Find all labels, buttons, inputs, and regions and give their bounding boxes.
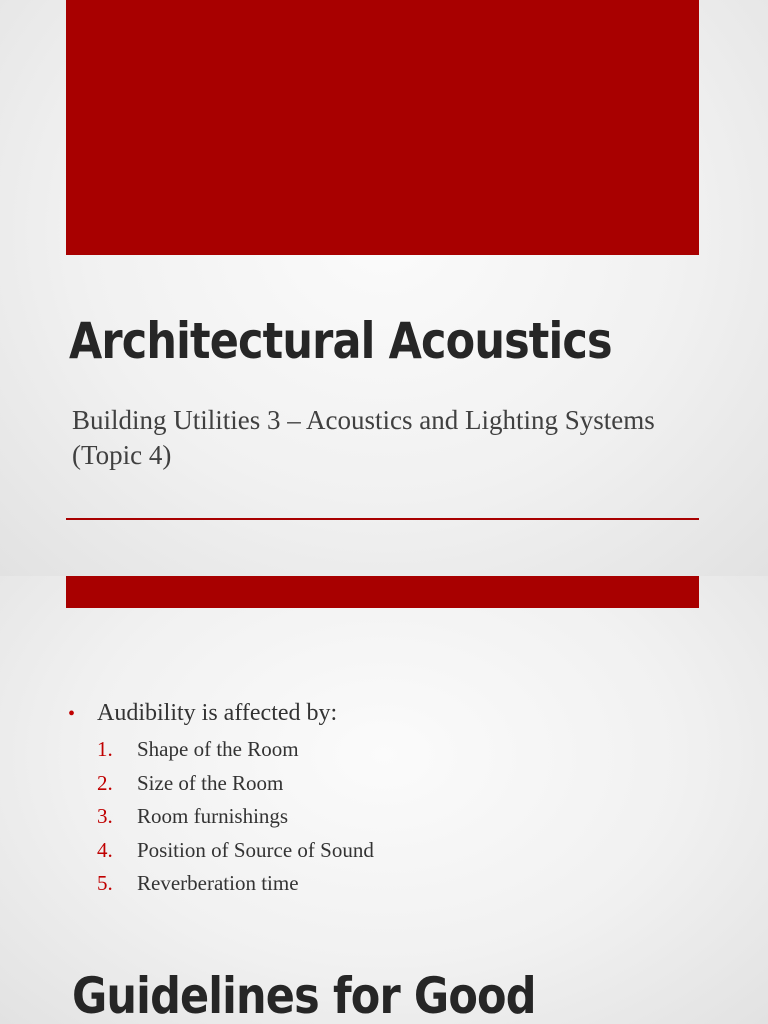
list-text: Size of the Room: [137, 770, 284, 795]
list-text: Reverberation time: [137, 871, 299, 896]
list-number: 3.: [97, 804, 113, 829]
slide-subtitle: Building Utilities 3 – Acoustics and Lighting Systems (Topic 4): [72, 405, 655, 470]
list-number: 1.: [97, 737, 113, 761]
list-text: Position of Source of Sound: [137, 837, 374, 862]
bullet-item: [66, 698, 374, 729]
list-item: [97, 800, 374, 834]
list-item: [97, 733, 374, 767]
red-divider-line: [66, 518, 699, 520]
numbered-list: [66, 733, 374, 901]
list-number: 2.: [97, 770, 113, 795]
list-number: 5.: [97, 871, 113, 896]
list-text: Room furnishings: [137, 804, 289, 829]
bullet-marker: •: [68, 703, 76, 725]
bullet-list: [66, 698, 374, 901]
content-slide: [0, 576, 768, 1024]
bullet-text: Audibility is affected by:: [97, 700, 338, 726]
red-header-strip: [66, 576, 699, 608]
red-header-block: [66, 0, 699, 255]
list-item: [97, 834, 374, 868]
list-item: [97, 767, 374, 801]
list-item: [97, 867, 374, 901]
list-text: Shape of the Room: [137, 737, 299, 761]
next-slide-heading: Guidelines for Good: [72, 967, 536, 1024]
list-number: 4.: [97, 837, 113, 862]
slide-title: Architectural Acoustics: [69, 312, 612, 370]
